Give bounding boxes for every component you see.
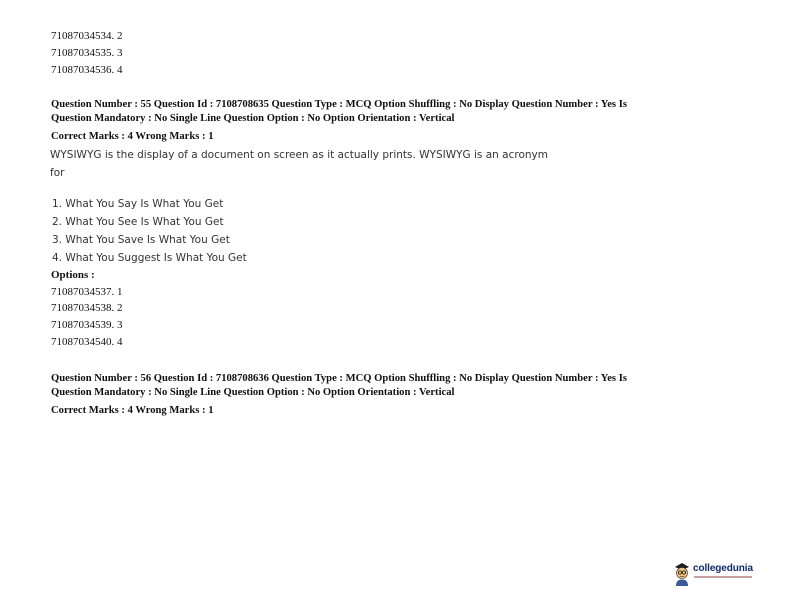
answer-choice: 3. What You Save Is What You Get — [52, 234, 230, 246]
option-id: 71087034535. — [51, 47, 115, 59]
option-number: 3 — [117, 319, 123, 331]
logo-wordmark: collegedunia — [693, 563, 753, 574]
option-number: 2 — [117, 30, 123, 42]
stem-line: WYSIWYG is the display of a document on screen as it actually prints. WYSIWYG is an acronym — [50, 149, 548, 161]
question-55-header — [51, 98, 731, 126]
option-line — [51, 284, 123, 301]
option-number: 4 — [117, 64, 123, 76]
options-label: Options : — [51, 269, 95, 281]
answer-choice: 2. What You See Is What You Get — [52, 216, 224, 228]
option-id: 71087034538. — [51, 302, 115, 314]
question-header-line: Question Mandatory : No Single Line Question Option : No Option Orientation : Vertical — [51, 113, 455, 124]
option-id: 71087034536. — [51, 64, 115, 76]
option-line — [51, 62, 123, 79]
option-id: 71087034534. — [51, 30, 115, 42]
option-number: 4 — [117, 336, 123, 348]
option-line — [51, 317, 123, 334]
option-number: 2 — [117, 302, 123, 314]
option-number: 3 — [117, 47, 123, 59]
question-56-marks: Correct Marks : 4 Wrong Marks : 1 — [51, 405, 214, 416]
question-header-line: Question Number : 56 Question Id : 7108708636 Question Type : MCQ Option Shuffling : No Display Question Number : Yes Is — [51, 373, 627, 384]
option-number: 1 — [117, 286, 123, 298]
mascot-icon — [672, 560, 692, 586]
question-header-line: Question Number : 55 Question Id : 7108708635 Question Type : MCQ Option Shuffling : No Display Question Number : Yes Is — [51, 99, 627, 110]
option-line — [51, 45, 123, 62]
question-header-line: Question Mandatory : No Single Line Question Option : No Option Orientation : Vertical — [51, 387, 455, 398]
collegedunia-logo — [672, 560, 762, 586]
question-55-marks: Correct Marks : 4 Wrong Marks : 1 — [51, 131, 214, 142]
question-55-stem — [50, 147, 548, 182]
option-id: 71087034540. — [51, 336, 115, 348]
answer-choice: 4. What You Suggest Is What You Get — [52, 252, 247, 264]
option-id: 71087034537. — [51, 286, 115, 298]
option-line — [51, 28, 123, 45]
option-line — [51, 300, 123, 317]
option-id: 71087034539. — [51, 319, 115, 331]
question-56-header — [51, 372, 731, 400]
option-line — [51, 334, 123, 351]
stem-line: for — [50, 167, 65, 179]
answer-choice: 1. What You Say Is What You Get — [52, 198, 224, 210]
logo-tagline-mark — [694, 576, 752, 578]
